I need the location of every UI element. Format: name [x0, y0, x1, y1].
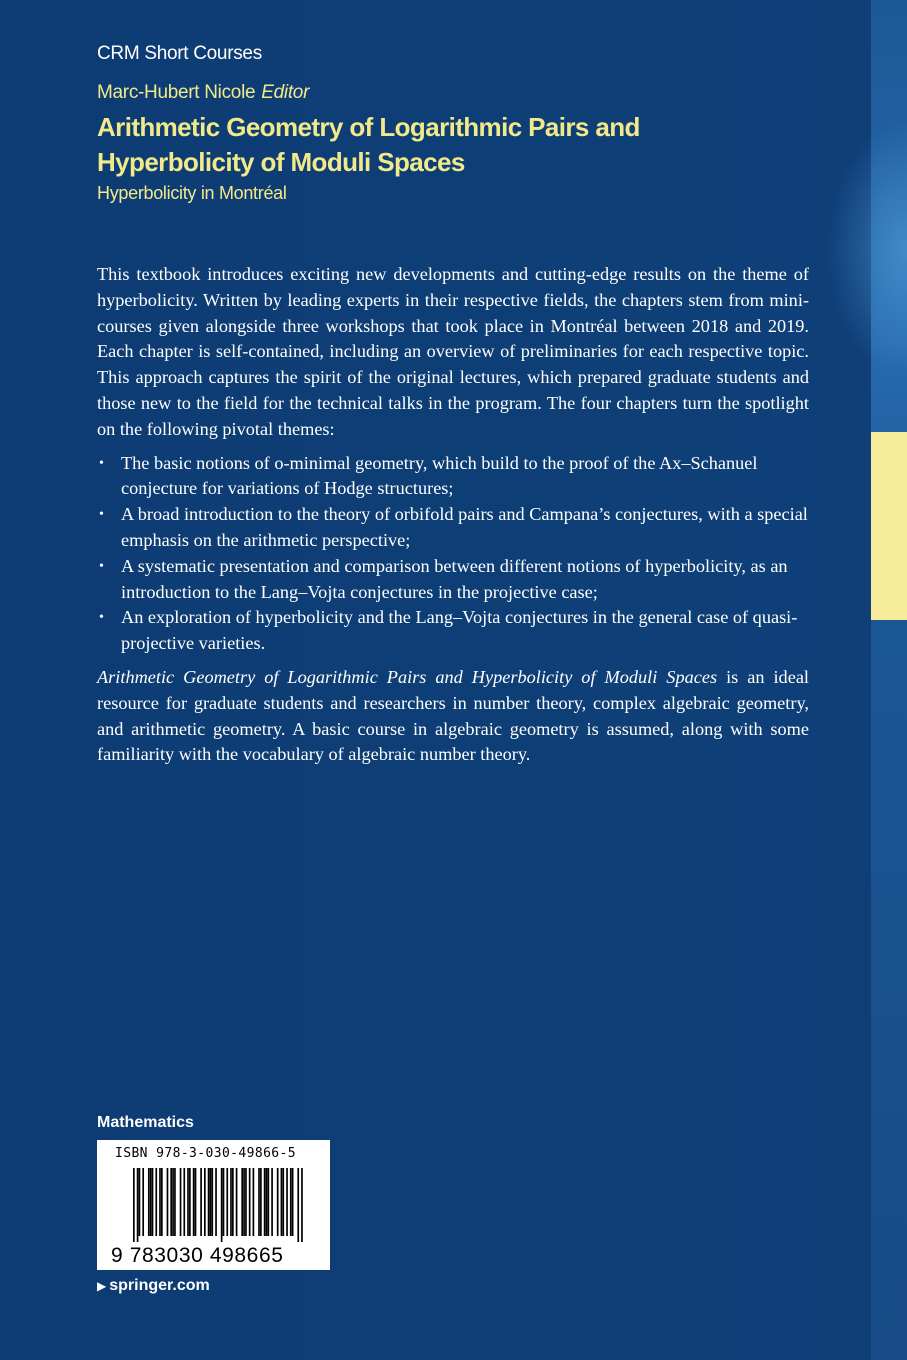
- blurb: [97, 262, 809, 768]
- editor-name: Marc-Hubert Nicole: [97, 82, 256, 103]
- barcode-bar: [152, 1168, 154, 1236]
- barcode-bar: [249, 1168, 251, 1236]
- barcode-bar: [241, 1168, 243, 1236]
- barcode-bar: [221, 1168, 223, 1242]
- list-item: • The basic notions of o-minimal geometry, which build to the proof of the Ax–Schanuel conjecture for variations of Hodge structures;: [99, 452, 758, 499]
- bullet-icon: •: [99, 507, 104, 523]
- barcode-bar: [148, 1168, 150, 1236]
- barcode-bar: [210, 1168, 212, 1236]
- barcode-bar: [187, 1168, 189, 1236]
- closing-text: is an ideal resource for graduate students and researchers in number theory, complex algebraic geometry, and arithmetic geometry. A basic course in algebraic geometry is assumed, along with some familiarity with the vocabulary of algebraic number theory.: [97, 666, 810, 765]
- bullet-icon: •: [99, 455, 104, 471]
- barcode-bar: [232, 1168, 234, 1236]
- barcode-bar: [211, 1168, 213, 1236]
- barcode-bar: [223, 1168, 225, 1236]
- barcode-bar: [150, 1168, 152, 1236]
- barcode-bar: [286, 1168, 288, 1236]
- publisher-website: [97, 1277, 210, 1295]
- barcode-bar: [193, 1168, 195, 1236]
- barcode-bar: [183, 1168, 185, 1236]
- barcode-bar: [208, 1168, 210, 1236]
- barcode-bar: [137, 1168, 139, 1242]
- closing-title-italic: Arithmetic Geometry of Logarithmic Pairs and Hyperbolicity of Moduli Spaces: [97, 666, 718, 687]
- barcode-bar: [268, 1168, 270, 1236]
- barcode-bar: [180, 1168, 182, 1236]
- barcode-bar: [282, 1168, 284, 1236]
- barcode-bar: [260, 1168, 262, 1236]
- barcode-bar: [292, 1168, 294, 1236]
- barcode-bar: [277, 1168, 279, 1236]
- barcode-bars: [133, 1168, 303, 1242]
- barcode-bar: [142, 1168, 144, 1236]
- website-label: springer.com: [109, 1277, 210, 1294]
- barcode-bar: [189, 1168, 191, 1236]
- barcode-bar: [301, 1168, 303, 1242]
- barcode-bar: [264, 1168, 266, 1236]
- barcode-bar: [266, 1168, 268, 1236]
- barcode-bar: [271, 1168, 273, 1236]
- themes-list: [97, 451, 809, 657]
- book-subtitle: Hyperbolicity in Montréal: [97, 183, 287, 203]
- barcode-bar: [172, 1168, 174, 1236]
- editor-role: Editor: [261, 82, 310, 103]
- barcode-bar: [195, 1168, 197, 1236]
- barcode-bar: [281, 1168, 283, 1236]
- closing-paragraph: [97, 665, 809, 768]
- barcode-bar: [258, 1168, 260, 1236]
- barcode-bar: [245, 1168, 247, 1236]
- book-title: Arithmetic Geometry of Logarithmic Pairs and Hyperbolicity of Moduli Spaces: [97, 112, 640, 177]
- barcode-bar: [204, 1168, 206, 1236]
- barcode-bar: [290, 1168, 292, 1236]
- bullet-icon: •: [99, 610, 104, 626]
- editor-line: [97, 82, 309, 104]
- barcode-digits: 9 783030 498665: [111, 1244, 284, 1267]
- barcode-bar: [236, 1168, 238, 1236]
- barcode-bar: [159, 1168, 161, 1236]
- barcode-bar: [170, 1168, 172, 1236]
- barcode-bar: [139, 1168, 141, 1236]
- barcode-bar: [226, 1168, 228, 1236]
- barcode-bar: [167, 1168, 169, 1236]
- spine-yellow-band: [871, 432, 907, 620]
- barcode-bar: [297, 1168, 299, 1242]
- isbn-barcode: [97, 1140, 330, 1270]
- barcode-bar: [133, 1168, 135, 1242]
- barcode-bar: [230, 1168, 232, 1236]
- barcode-bar: [253, 1168, 255, 1236]
- list-item: • An exploration of hyperbolicity and the Lang–Vojta conjectures in the general case of quasi-projective varieties.: [99, 607, 798, 654]
- list-item: • A systematic presentation and comparison between different notions of hyperbolicity, as an introduction to the Lang–Vojta conjectures in the projective case;: [99, 555, 788, 602]
- barcode-bar: [200, 1168, 202, 1236]
- subject-category: Mathematics: [97, 1114, 194, 1131]
- isbn-label: ISBN 978-3-030-49866-5: [115, 1146, 296, 1161]
- barcode-bar: [174, 1168, 176, 1236]
- barcode-bar: [215, 1168, 217, 1236]
- barcode-bar: [155, 1168, 157, 1236]
- series-name: CRM Short Courses: [97, 43, 262, 64]
- bullet-icon: •: [99, 558, 104, 574]
- arrow-right-icon: ▶: [97, 1279, 107, 1293]
- barcode-bar: [161, 1168, 163, 1236]
- intro-paragraph: This textbook introduces exciting new developments and cutting-edge results on the theme of hyperbolicity. Written by leading experts in their respective fields, the chapters stem from mini-courses given alongside three workshops that took place in Montréal between 2018 and 2019. Each chapter is self-contained, including an overview of preliminaries for each respective topic. This approach captures the spirit of the original lectures, which prepared graduate students and those new to the field for the technical talks in the program. The four chapters turn the spotlight on the following pivotal themes:: [97, 264, 809, 439]
- spine-glow: [827, 120, 907, 380]
- barcode-bar: [243, 1168, 245, 1236]
- list-item: • A broad introduction to the theory of orbifold pairs and Campana’s conjectures, with a special emphasis on the arithmetic perspective;: [99, 504, 808, 550]
